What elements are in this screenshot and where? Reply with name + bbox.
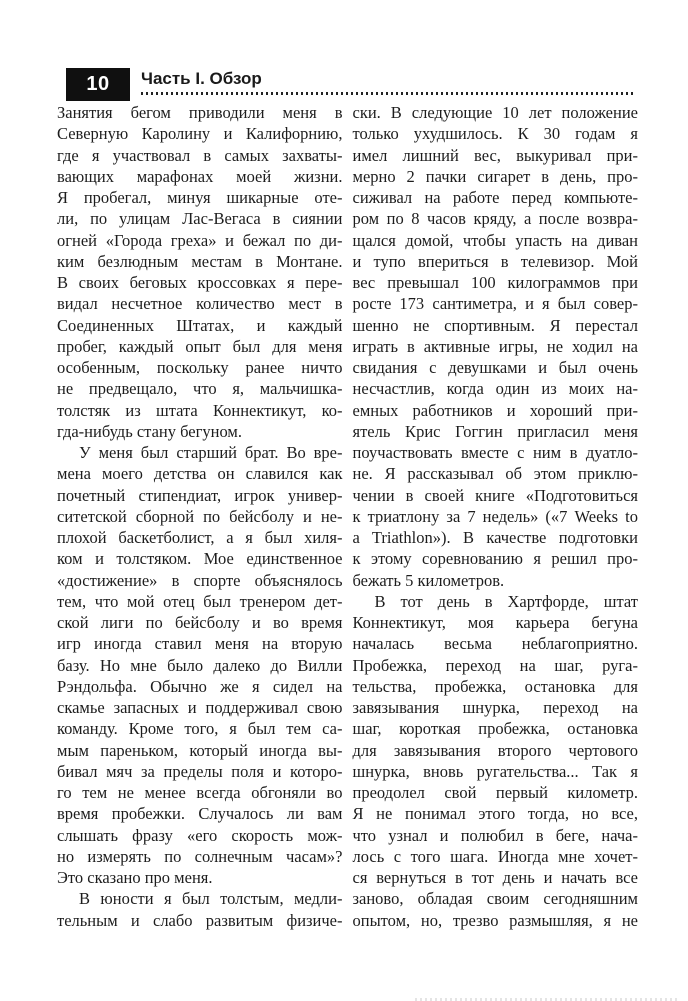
text-line: емных работников и хороший при- — [352, 400, 638, 420]
text-line: щался домой, чтобы упасть на диван — [352, 230, 638, 250]
text-line: Занятия бегом приводили меня в — [57, 103, 343, 122]
text-line: несчастлив, когда один из моих на- — [352, 379, 638, 399]
text-line: ски. В следующие 10 лет положение — [352, 103, 638, 122]
text-line: заново, обладая своим сегодняшним — [352, 889, 638, 909]
text-line: шенно не спортивным. Я перестал — [352, 315, 638, 335]
text-line: к триатлону за 7 недель» («7 Weeks to — [352, 506, 638, 526]
text-line: Соединенных Штатах, и каждый — [57, 315, 343, 335]
text-line: ком и толстяком. Мое единственное — [57, 549, 343, 569]
text-line: игр иногда ставил меня на вторую — [57, 634, 343, 654]
text-line: команду. Кроме того, я был тем са- — [57, 719, 343, 739]
text-line: свидания с девушками и был очень — [352, 358, 638, 377]
text-columns — [57, 102, 638, 931]
text-line: завязывания шнурка, переход на — [352, 698, 638, 717]
text-line: бежать 5 километров. — [352, 570, 505, 590]
text-line: росте 173 сантиметра, и я был совер- — [352, 294, 638, 314]
text-line: тельства, пробежка, остановка для — [352, 676, 638, 696]
text-line: тем, что мой отец был тренером дет- — [57, 591, 343, 611]
text-line: У меня был старший брат. Во вре- — [79, 443, 343, 462]
text-line: шаг, короткая пробежка, остановка — [352, 719, 638, 739]
text-line: вес превышал 100 килограммов при — [352, 273, 638, 292]
text-line: плохой баскетболист, а я был хиля- — [57, 528, 343, 547]
text-line: сиживал на работе перед компьюте- — [352, 188, 638, 207]
text-line: В своих беговых кроссовках я пере- — [57, 273, 343, 292]
text-line: ром по 8 часов кряду, а после возвра- — [352, 209, 638, 229]
text-line: играть в активные игры, не ходил на — [352, 336, 638, 356]
text-line: огней «Города греха» и бежал по ди- — [57, 230, 343, 250]
text-line: поучаствовать вместе с ним в дуатло- — [352, 443, 638, 462]
text-line: го тем не менее всегда обгоняли во — [57, 783, 343, 802]
text-line: и тупо впериться в телевизор. Мой — [352, 251, 638, 271]
text-line: бивал мяч за пределы поля и которо- — [57, 761, 343, 781]
text-line: для завязывания второго чертового — [352, 740, 638, 760]
text-line: слышать фразу «его скорость мож- — [57, 825, 343, 845]
text-line: началась весьма неблагоприятно. — [352, 634, 638, 654]
text-line: преодолел свой первый километр. — [352, 783, 638, 802]
text-column-right — [353, 102, 639, 931]
text-line: Это сказано про меня. — [57, 868, 213, 887]
header-divider — [141, 92, 636, 95]
text-line: ли, по улицам Лас-Вегаса в сиянии — [57, 209, 343, 229]
text-line: мым пареньком, который иногда вы- — [57, 740, 343, 760]
text-line: опытом, но, трезво размышляя, я не — [352, 910, 638, 930]
text-line: базу. Но мне было далеко до Вилли — [57, 655, 343, 675]
header-right — [141, 68, 636, 95]
text-line: Я не понимал этого тогда, но все, — [352, 804, 638, 824]
page-header — [66, 68, 636, 101]
text-line: лось с того шага. Иногда мне хочет- — [352, 846, 638, 866]
text-line: тельным и слабо развитым физиче- — [57, 910, 343, 930]
text-line: не предвещало, что я, мальчишка- — [57, 379, 343, 399]
text-line: ской лиги по бейсболу и во время — [57, 613, 343, 632]
text-line: толстяк из штата Коннектикут, ко- — [57, 400, 343, 420]
text-line: где я участвовал в самых захваты- — [57, 145, 343, 165]
chapter-title: Часть I. Обзор — [141, 69, 262, 88]
text-line: Пробежка, переход на шаг, руга- — [352, 655, 638, 675]
text-line: мерно 2 пачки сигарет в день, про- — [352, 166, 638, 186]
text-line: почетный стипендиат, игрок универ- — [57, 485, 343, 505]
text-line: пробег, каждый опыт был для меня — [57, 336, 343, 356]
text-line: ся вернуться в тот день и начать все — [352, 868, 638, 887]
text-line: вающих марафонах моей жизни. — [57, 166, 343, 186]
text-line: только ухудшилось. К 30 годам я — [352, 124, 638, 144]
text-line: гда-нибудь стану бегуном. — [57, 421, 242, 441]
text-line: Я пробегал, минуя шикарные оте- — [57, 188, 343, 207]
text-column-left — [57, 102, 343, 931]
page-number-badge: 10 — [66, 68, 130, 101]
text-line: «достижение» в спорте объяснялось — [57, 570, 343, 590]
text-line: Коннектикут, моя карьера бегуна — [352, 613, 638, 632]
text-line: шнурка, вновь ругательства... Так я — [352, 761, 638, 781]
text-line: a Triathlon»). В качестве подготовки — [352, 528, 638, 547]
text-line: ситетской сборной по бейсболу и не- — [57, 506, 343, 526]
text-line: время пробежки. Случалось ли вам — [57, 804, 343, 824]
text-line: имел лишний вес, выкуривал при- — [352, 145, 638, 165]
text-line: видал несчетное количество мест в — [57, 294, 343, 314]
text-line: особенным, поскольку ранее ничто — [57, 358, 343, 377]
text-line: В юности я был толстым, медли- — [79, 889, 343, 909]
text-line: В тот день в Хартфорде, штат — [374, 591, 638, 611]
text-line: но измерять по солнечным часам»? — [57, 846, 343, 866]
text-line: ким безлюдным местам в Монтане. — [57, 251, 343, 271]
text-line: к этому соревнованию я решил про- — [352, 549, 638, 569]
text-line: скамье запасных и поддерживал свою — [57, 698, 343, 717]
text-line: Рэндольфа. Обычно же я сидел на — [57, 676, 343, 696]
text-line: Северную Каролину и Калифорнию, — [57, 124, 343, 144]
text-line: чении в своей книге «Подготовиться — [352, 485, 638, 505]
text-line: не. Я рассказывал об этом приклю- — [352, 464, 638, 484]
text-line: что узнал и полюбил в беге, нача- — [352, 825, 638, 845]
text-line: мена моего детства он славился как — [57, 464, 343, 484]
text-line: ятель Крис Гоггин пригласил меня — [352, 421, 638, 441]
